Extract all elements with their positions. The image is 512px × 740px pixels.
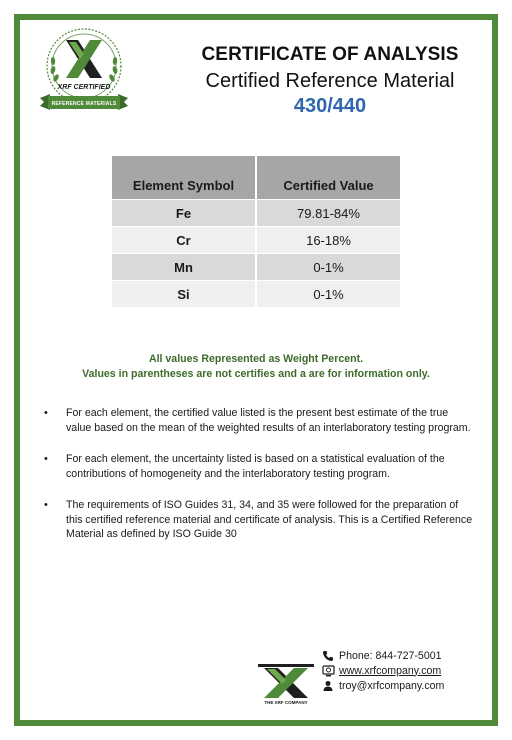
title-block — [190, 44, 470, 118]
table-row — [112, 227, 400, 253]
element-symbol-cell: Fe — [112, 200, 255, 226]
element-symbol-cell: Cr — [112, 227, 255, 253]
note-line-1: All values Represented as Weight Percent. — [148, 353, 364, 365]
document-title: CERTIFICATE OF ANALYSIS — [201, 44, 459, 65]
bullet-text: The requirements of ISO Guides 31, 34, and 35 were followed for the preparation of this certified reference material and certificate of analysis. This is a Certified Reference Material as defined by ISO Guide 30 — [66, 499, 473, 540]
person-icon — [322, 680, 339, 692]
list-item — [44, 406, 474, 435]
xrf-certified-seal-logo — [36, 26, 132, 118]
table-row — [112, 281, 400, 307]
phone-icon — [322, 650, 339, 662]
bullet-text: For each element, the certified value listed is the present best estimate of the true value based on the mean of the weighted results of an interlaboratory testing program. — [66, 407, 471, 434]
element-symbol-cell: Mn — [112, 254, 255, 280]
phone-number: Phone: 844-727-5001 — [339, 649, 442, 662]
table-header — [112, 156, 400, 199]
certified-value-cell: 16-18% — [257, 227, 400, 253]
certified-value-cell: 0-1% — [257, 254, 400, 280]
contact-email[interactable] — [322, 678, 444, 693]
contact-info — [322, 648, 444, 693]
web-icon — [322, 665, 339, 677]
seal-top-label: XRF CERTIFIED — [57, 84, 111, 91]
list-item — [44, 498, 474, 542]
bullet-dot-icon: • — [44, 499, 48, 511]
contact-website[interactable] — [322, 663, 444, 678]
list-item — [44, 452, 474, 481]
bullet-text: For each element, the uncertainty listed is based on a statistical evaluation of the contributions of homogeneity and the interlaboratory testing program. — [66, 453, 445, 480]
column-header-element-symbol: Element Symbol — [112, 156, 255, 199]
bullet-dot-icon: • — [44, 453, 48, 465]
table-row — [112, 200, 400, 226]
footer-logo-label: THE XRF COMPANY — [264, 700, 308, 705]
element-symbol-cell: Si — [112, 281, 255, 307]
bullet-list — [44, 406, 474, 559]
certified-value-cell: 0-1% — [257, 281, 400, 307]
certified-values-table — [112, 156, 400, 307]
seal-ribbon — [36, 96, 132, 112]
material-code: 430/440 — [293, 95, 367, 117]
website-link[interactable]: www.xrfcompany.com — [339, 664, 442, 677]
column-header-certified-value: Certified Value — [257, 156, 400, 199]
contact-phone — [322, 648, 444, 663]
note-line-2: Values in parentheses are not certifies and a are for information only. — [82, 368, 430, 380]
certified-value-cell: 79.81-84% — [257, 200, 400, 226]
seal-ribbon-label: REFERENCE MATERIALS — [51, 101, 117, 107]
bullet-dot-icon: • — [44, 407, 48, 419]
table-row — [112, 254, 400, 280]
email-address[interactable]: troy@xrfcompany.com — [339, 679, 445, 692]
xrf-company-footer-logo — [256, 660, 316, 710]
document-subtitle: Certified Reference Material — [205, 70, 455, 92]
weight-percent-note — [40, 352, 472, 382]
footer-x-logo-icon — [256, 660, 316, 702]
